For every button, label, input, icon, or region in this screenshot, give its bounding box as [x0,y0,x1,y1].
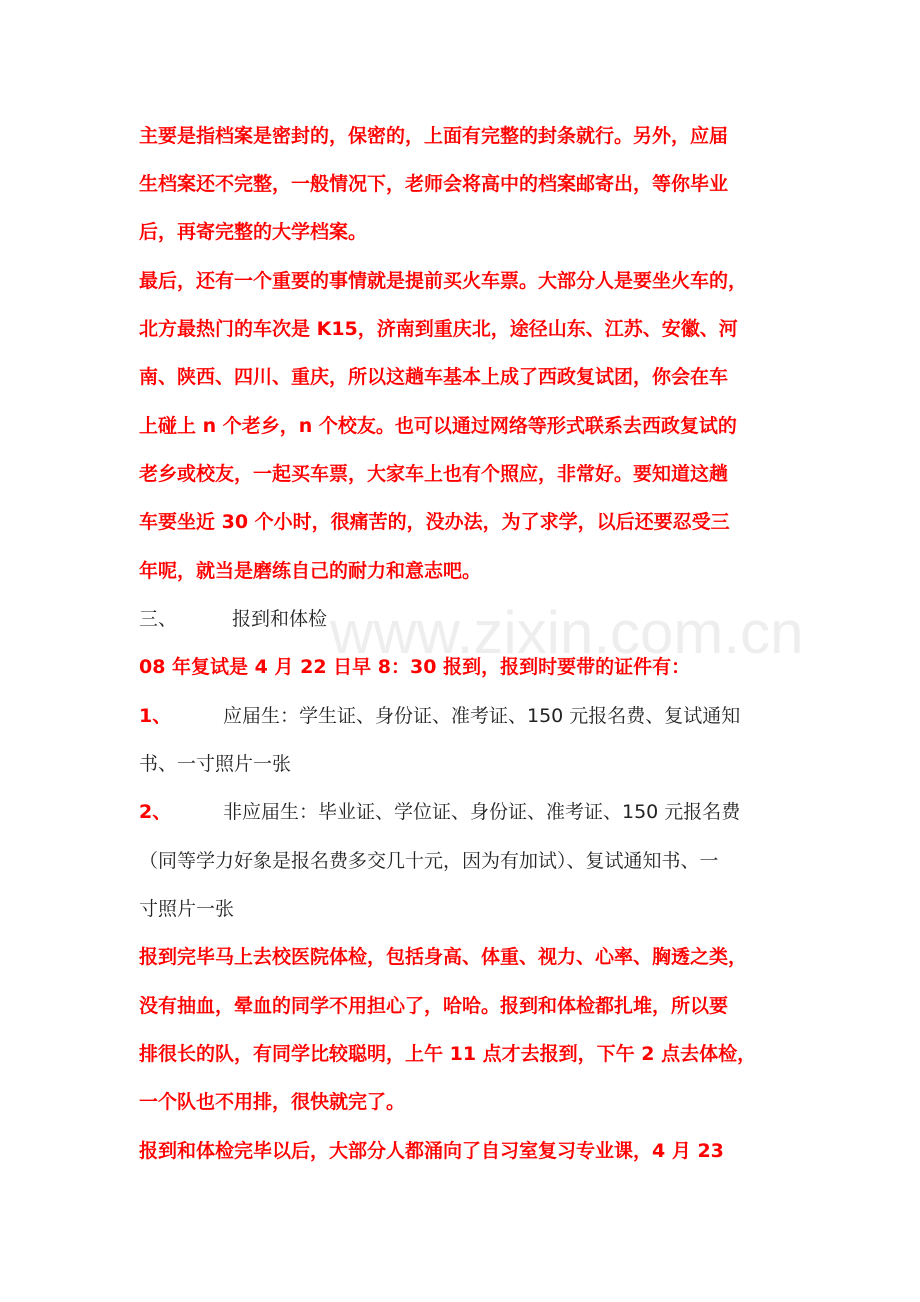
list-item-2-continued: 寸照片一张 [139,898,235,920]
text-line: 主要是指档案是密封的，保密的，上面有完整的封条就行。另外，应届 [139,125,729,147]
list-item-1-continued: 书、一寸照片一张 [139,753,292,775]
text-line: 老乡或校友，一起买车票，大家车上也有个照应，非常好。要知道这趟 [139,463,729,485]
section-title: 报到和体检 [232,608,328,630]
text-line: 上碰上 n 个老乡，n 个校友。也可以通过网络等形式联系去西政复试的 [139,415,737,437]
list-number: 2、 [139,801,172,823]
text-line: 年呢，就当是磨练自己的耐力和意志吧。 [139,560,482,582]
list-item-2-continued: （同等学力好象是报名费多交几十元，因为有加试）、复试通知书、一 [139,850,719,872]
text-line: 车要坐近 30 个小时，很痛苦的，没办法，为了求学，以后还要忍受三 [139,511,730,533]
text-line: 报到完毕马上去校医院体检，包括身高、体重、视力、心率、胸透之类， [139,946,748,968]
list-text: 非应届生：毕业证、学位证、身份证、准考证、150 元报名费 [223,801,741,823]
date-line: 08 年复试是 4 月 22 日早 8：30 报到，报到时要带的证件有： [139,656,691,678]
section-heading [139,602,327,636]
list-text: 应届生：学生证、身份证、准考证、150 元报名费、复试通知 [223,705,741,727]
text-line: 生档案还不完整，一般情况下，老师会将高中的档案邮寄出，等你毕业 [139,173,729,195]
text-line: 后，再寄完整的大学档案。 [139,221,368,243]
text-line: 南、陕西、四川、重庆，所以这趟车基本上成了西政复试团，你会在车 [139,366,729,388]
section-number: 三、 [139,608,178,630]
list-number: 1、 [139,705,172,727]
text-line: 北方最热门的车次是 K15，济南到重庆北，途径山东、江苏、安徽、河 [139,318,738,340]
watermark: www.zixin.com.cn [330,599,804,666]
list-item-1 [139,699,740,733]
text-line: 排很长的队，有同学比较聪明，上午 11 点才去报到，下午 2 点去体检， [139,1043,757,1065]
text-line: 没有抽血，晕血的同学不用担心了，哈哈。报到和体检都扎堆，所以要 [139,995,729,1017]
text-line: 最后，还有一个重要的事情就是提前买火车票。大部分人是要坐火车的， [139,270,748,292]
list-item-2 [139,795,740,829]
text-line: 报到和体检完毕以后，大部分人都涌向了自习室复习专业课，4 月 23 [139,1140,724,1162]
text-line: 一个队也不用排，很快就完了。 [139,1091,406,1113]
